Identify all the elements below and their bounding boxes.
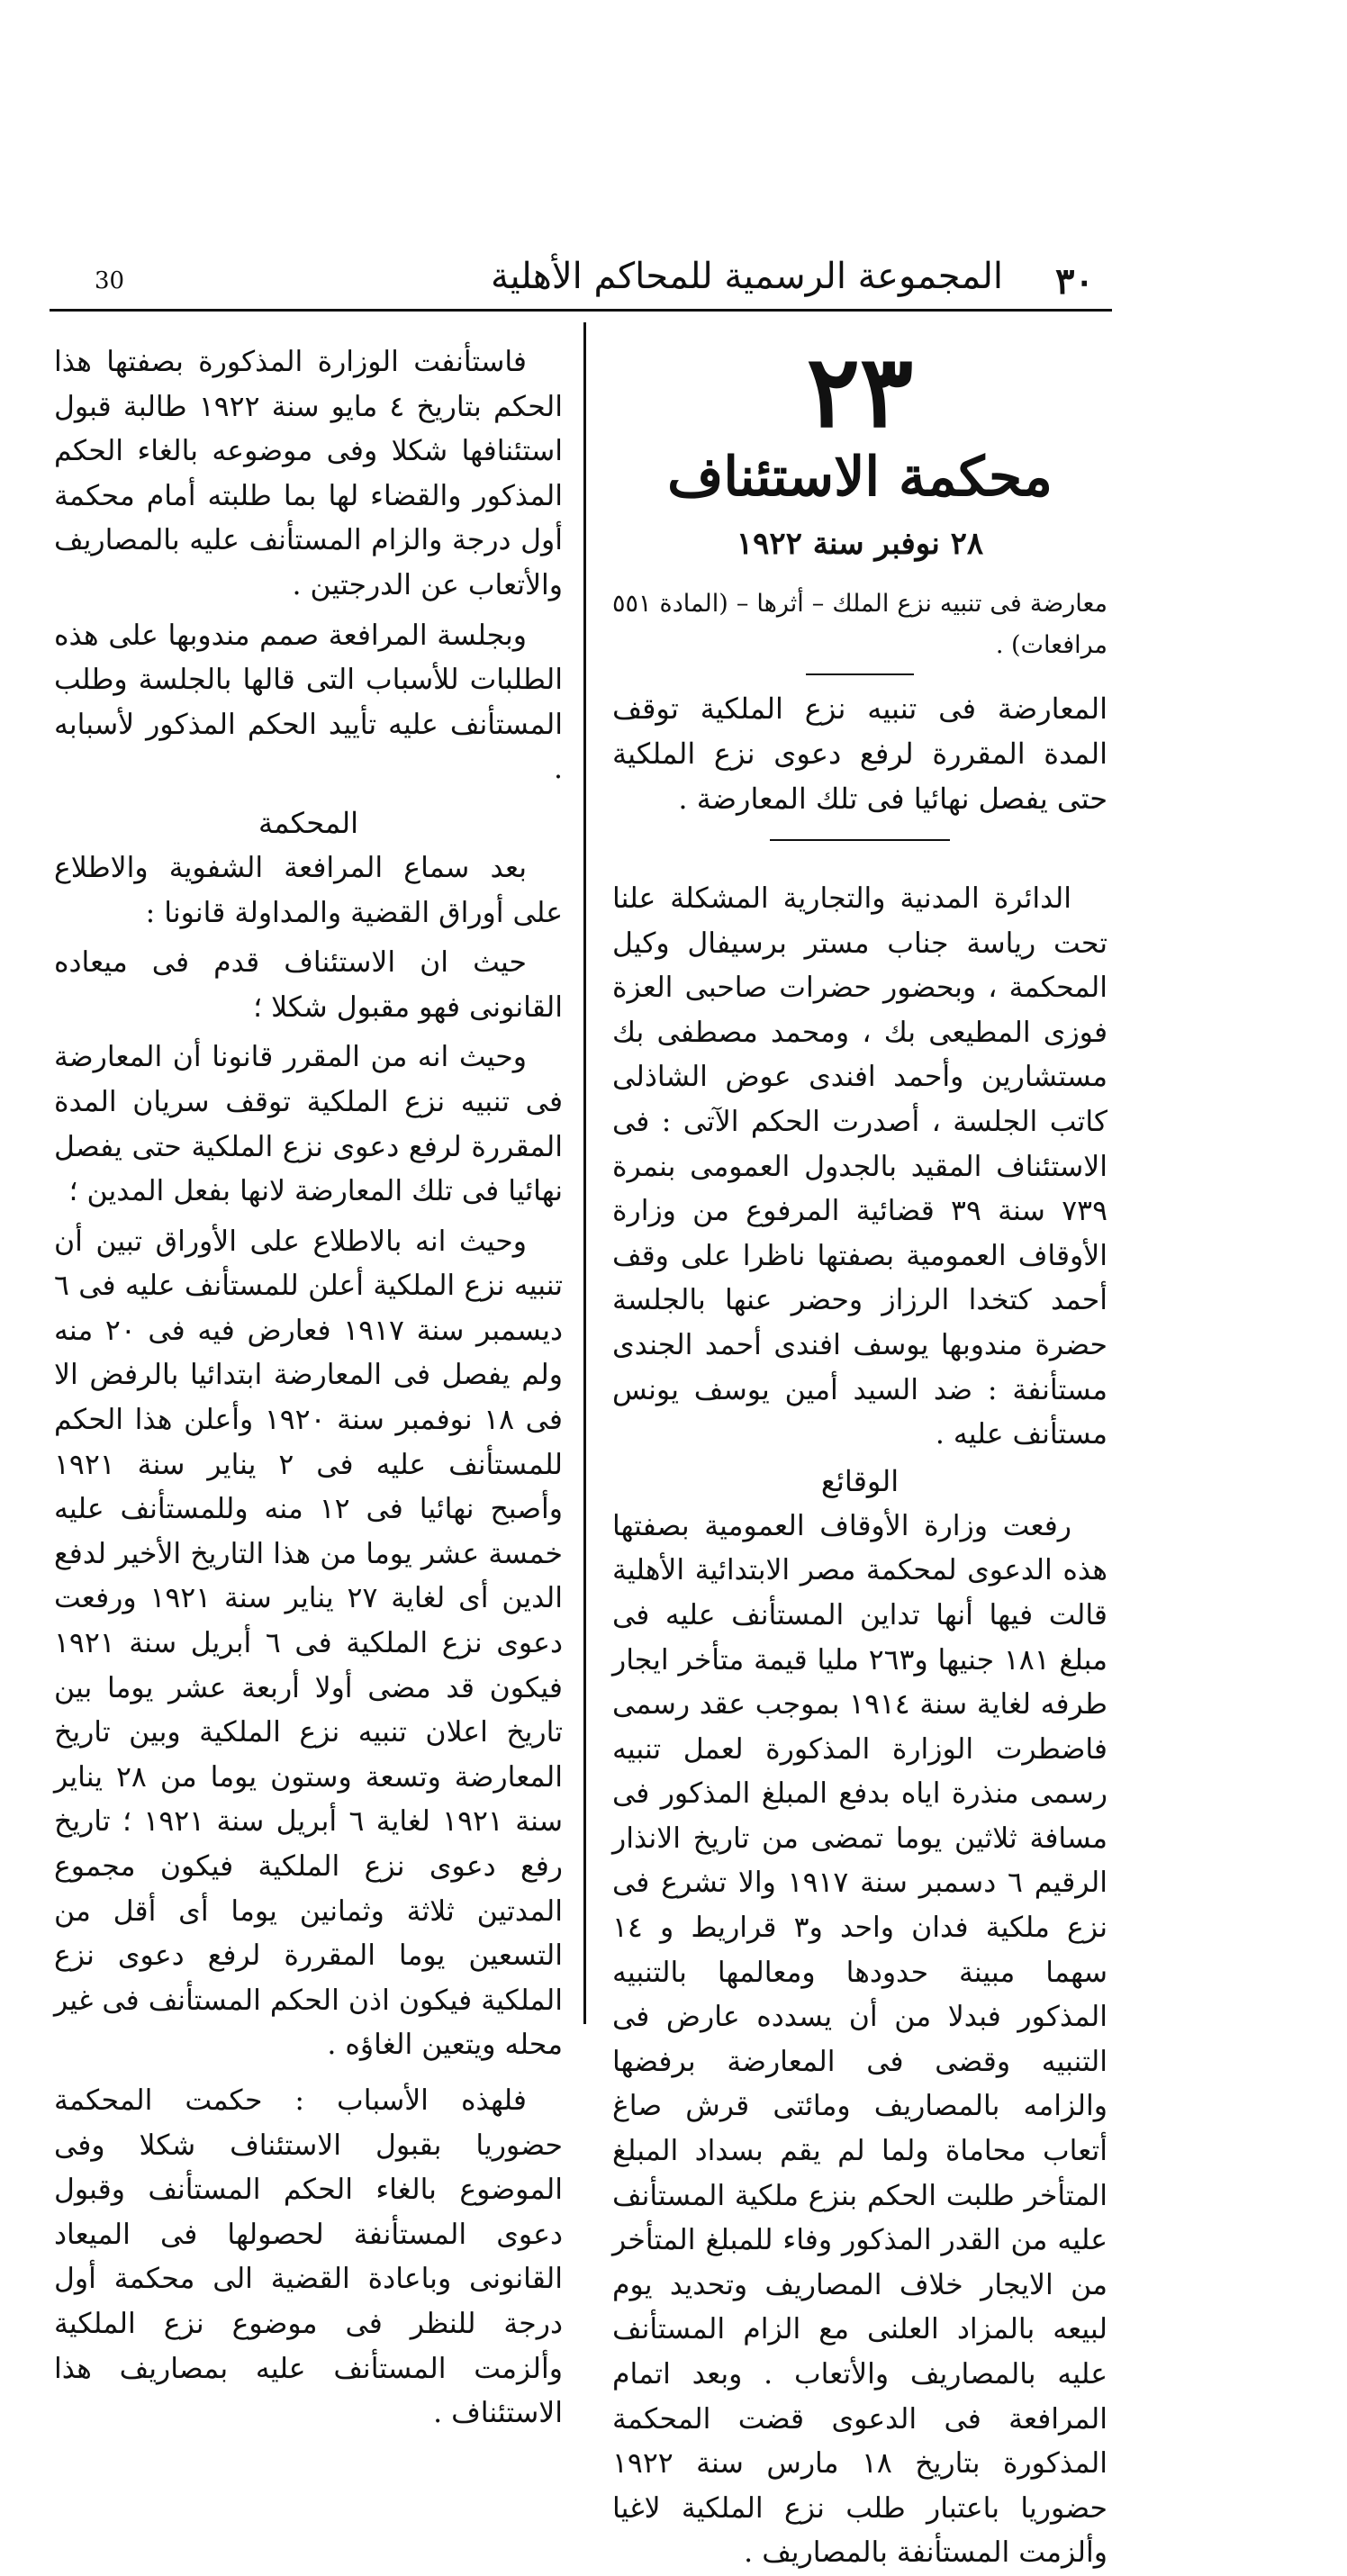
case-date: ٢٨ نوفبر سنة ١٩٢٢ [736, 526, 984, 562]
case-keywords: معارضة فى تنبيه نزع الملك – أثرها – (المادة ٥٥١ مرافعات) . [612, 590, 1107, 659]
short-divider [806, 673, 914, 675]
page-header [50, 254, 1107, 308]
facts-paragraph: رفعت وزارة الأوقاف العمومية بصفتها هذه الدعوى لمحكمة مصر الابتدائية الأهلية قالت فيها أنها تداين المستأنف عليه فى مبلغ ١٨١ جنيها و٢٦٣ مليا قيمة متأخر ايجار طرفه لغاية سنة ١٩١٤ بموجب عقد رسمى فاضطرت الوزارة المذكورة لعمل تنبيه رسمى منذرة اياه بدفع المبلغ المذكور فى مسافة ثلاثين يوما تمضى من تاريخ الانذار الرقيم ٦ دسمبر سنة ١٩١٧ والا تشرع فى نزع ملكية فدان واحد و٣ قراريط و ١٤ سهما مبينة حدودها ومعالمها بالتنبيه المذكور فبدلا من أن يسدده عارض فى التنبيه وقضى فى المعارضة برفضها والزامه بالمصاريف ومائتى قرش صاغ أتعاب محاماة ولما لم يقم بسداد المبلغ المتأخر طلبت الحكم بنزع ملكية المستأنف عليه من القدر المذكور وفاء للمبلغ المتأخر من الايجار خلاف المصاريف وتحديد يوم لبيعه بالمزاد العلنى مع الزام المستأنف عليه بالمصاريف والأتعاب . وبعد اتمام المرافعة فى الدعوى قضت المحكمة المذكورة بتاريخ ١٨ مارس سنة ١٩٢٢ حضوريا باعتبار طلب نزع الملكية لاغيا وألزمت المستأنفة بالمصاريف . [612, 1509, 1107, 2570]
admissibility-paragraph: حيث ان الاستئناف قدم فى ميعاده القانونى فهو مقبول شكلا ؛ [54, 946, 563, 1024]
left-column [54, 324, 563, 2436]
court-heading: المحكمة [258, 805, 359, 840]
appeal-paragraph: فاستأنفت الوزارة المذكورة بصفتها هذا الحكم بتاريخ ٤ مايو سنة ١٩٢٢ طالبة قبول استئنافها شكلا وفى موضوعه بالغاء الحكم المذكور والقضاء لها بما طلبته أمام محكمة أول درجة والزام المستأنف عليه بالمصاريف والأتعاب عن الدرجتين . [54, 346, 563, 601]
legal-principle: المعارضة فى تنبيه نزع الملكية توقف المدة المقررة لرفع دعوى نزع الملكية حتى يفصل نهائيا فى تلك المعارضة . [612, 691, 1107, 816]
legal-rule-paragraph: وحيث انه من المقرر قانونا أن المعارضة فى تنبيه نزع الملكية توقف سريان المدة المقررة لرفع دعوى نزع الملكية حتى يفصل نهائيا فى تلك المعارضة لانها بفعل المدين ؛ [54, 1041, 563, 1208]
page-number-latin: 30 [95, 267, 125, 294]
deliberation-paragraph: بعد سماع المرافعة الشفوية والاطلاع على أوراق القضية والمداولة قانونا : [54, 851, 563, 929]
hearing-paragraph: وبجلسة المرافعة صمم مندوبها على هذه الطلبات للأسباب التى قالها بالجلسة وطلب المستأنف عليه تأييد الحكم المذكور لأسبابه . [54, 619, 563, 786]
court-name: محكمة الاستئناف [667, 446, 1053, 509]
right-column [612, 324, 1107, 2576]
principle-divider [770, 839, 950, 841]
reasoning-paragraph: وحيث انه بالاطلاع على الأوراق تبين أن تنبيه نزع الملكية أعلن للمستأنف عليه فى ٦ ديسمبر سنة ١٩١٧ فعارض فيه فى ٢٠ منه ولم يفصل فى المعارضة ابتدائيا بالرفض الا فى ١٨ نوفمبر سنة ١٩٢٠ وأعلن هذا الحكم للمستأنف عليه فى ٢ يناير سنة ١٩٢١ وأصبح نهائيا فى ١٢ منه وللمستأنف عليه خمسة عشر يوما من هذا التاريخ الأخير لدفع الدين أى لغاية ٢٧ يناير سنة ١٩٢١ ورفعت دعوى نزع الملكية فى ٦ أبريل سنة ١٩٢١ فيكون قد مضى أولا أربعة عشر يوما بين تاريخ اعلان تنبيه نزع الملكية وبين تاريخ المعارضة وتسعة وستون يوما من ٢٨ يناير سنة ١٩٢١ لغاية ٦ أبريل سنة ١٩٢١ ؛ تاريخ رفع دعوى نزع الملكية فيكون مجموع المدتين ثلاثة وثمانين يوما أى أقل من التسعين يوما المقررة لرفع دعوى نزع الملكية فيكون اذن الحكم المستأنف فى غير محله ويتعين الغاؤه . [54, 1225, 564, 2062]
header-rule [50, 309, 1112, 312]
journal-title: المجموعة الرسمية للمحاكم الأهلية [491, 256, 1004, 297]
page-number-arabic: ٣٠ [1055, 259, 1094, 303]
verdict-paragraph: فلهذه الأسباب : حكمت المحكمة حضوريا بقبول الاستئناف شكلا وفى الموضوع بالغاء الحكم المستأنف وقبول دعوى المستأنفة لحصولها فى الميعاد القانونى وباعادة القضية الى محكمة أول درجة للنظر فى موضوع نزع الملكية وألزمت المستأنف عليه بمصاريف هذا الاستئناف . [54, 2083, 563, 2430]
court-session-intro: الدائرة المدنية والتجارية المشكلة علنا تحت رياسة جناب مستر برسيفال وكيل المحكمة ، وبحضور حضرات صاحبى العزة فوزى المطيعى بك ، ومحمد مصطفى بك مستشارين وأحمد افندى عوض الشاذلى كاتب الجلسة ، أصدرت الحكم الآتى : فى الاستئناف المقيد بالجدول العمومى بنمرة ٧٣٩ سنة ٣٩ قضائية المرفوع من وزارة الأوقاف العمومية بصفتها ناظرا على وقف أحمد كتخدا الرزاز وحضر عنها بالجلسة حضرة مندوبها يوسف افندى أحمد الجندى مستأنفة : ضد السيد أمين يوسف يونس مستأنف عليه . [612, 882, 1107, 1451]
facts-heading: الوقائع [820, 1463, 900, 1498]
case-number: ٢٣ [806, 333, 914, 449]
column-divider [583, 322, 586, 2024]
